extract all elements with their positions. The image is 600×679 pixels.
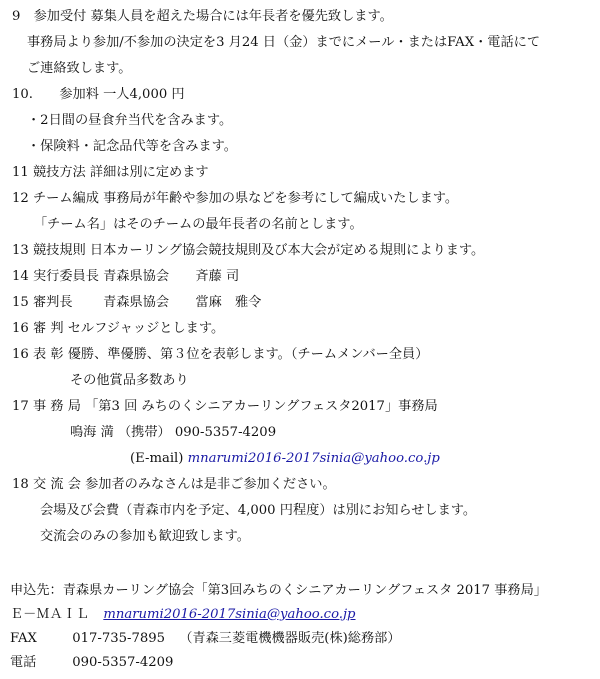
footer-fax-row (10, 630, 401, 648)
footer-fax-label: FAX (10, 631, 37, 646)
item-17-phone: 鳴海 満 （携帯） 090-5357-4209 (70, 425, 277, 440)
item-17-office: 17 事 務 局 「第3 回 みちのくシニアカーリングフェスタ2017」事務局 (12, 399, 438, 414)
footer-email-row (10, 606, 356, 624)
item-12-team: 12 チーム編成 事務局が年齢や参加の県などを参考にして編成いたします。 (12, 191, 459, 206)
item-13-rules: 13 競技規則 日本カーリング協会競技規則及び本大会が定める規則によります。 (12, 243, 485, 258)
item-17-email (130, 450, 440, 468)
item-16-judge: 16 審 判 セルフジャッジとします。 (12, 321, 225, 336)
item-12-team-name: 「チーム名」はそのチームの最年長者の名前とします。 (34, 217, 363, 232)
item-18-welcome: 交流会のみの参加も歓迎致します。 (40, 529, 250, 544)
footer-email-link[interactable]: mnarumi2016-2017sinia@yahoo.co.jp (103, 607, 356, 622)
footer-email-label: Ｅ－ＭＡＩＬ (10, 607, 90, 622)
item-9-notice: 事務局より参加/不参加の決定を3 月24 日（金）までにメール・またはFAX・電話にて (27, 35, 541, 50)
item-18-venue: 会場及び会費（青森市内を予定、4,000 円程度）は別にお知らせします。 (40, 503, 477, 518)
footer-fax-number: 017-735-7895 (72, 631, 166, 646)
item-16-prizes: その他賞品多数あり (70, 373, 189, 388)
item-9-contact: ご連絡致します。 (27, 61, 132, 76)
footer-fax-org: （青森三菱電機機器販売(株)総務部） (179, 631, 401, 646)
item-11-method: 11 競技方法 詳細は別に定めます (12, 165, 209, 180)
footer-tel-number: 090-5357-4209 (72, 655, 174, 670)
footer-apply: 申込先：青森県カーリング協会「第3回みちのくシニアカーリングフェスタ 2017 事務局」 (10, 583, 547, 598)
item-9-reception: 9 参加受付 募集人員を超えた場合には年長者を優先致します。 (12, 9, 393, 24)
email-address[interactable]: mnarumi2016-2017sinia@yahoo.co.jp (187, 451, 440, 466)
item-16-awards: 16 表 彰 優勝、準優勝、第３位を表彰します。（チームメンバー全員） (12, 347, 429, 362)
item-18-social: 18 交 流 会 参加者のみなさんは是非ご参加ください。 (12, 477, 336, 492)
email-prefix: (E-mail) (130, 451, 184, 466)
footer-tel-row (10, 654, 173, 672)
item-14-chair: 14 実行委員長 青森県協会 斉藤 司 (12, 269, 240, 284)
item-10-insurance: ・保険料・記念品代等を含みます。 (27, 139, 237, 154)
item-10-lunch: ・2日間の昼食弁当代を含みます。 (27, 113, 233, 128)
item-15-chief-judge: 15 審判長 青森県協会 當麻 雅令 (12, 295, 262, 310)
footer-tel-label: 電話 (10, 655, 37, 670)
item-10-fee: 10. 参加料 一人4,000 円 (12, 87, 185, 102)
